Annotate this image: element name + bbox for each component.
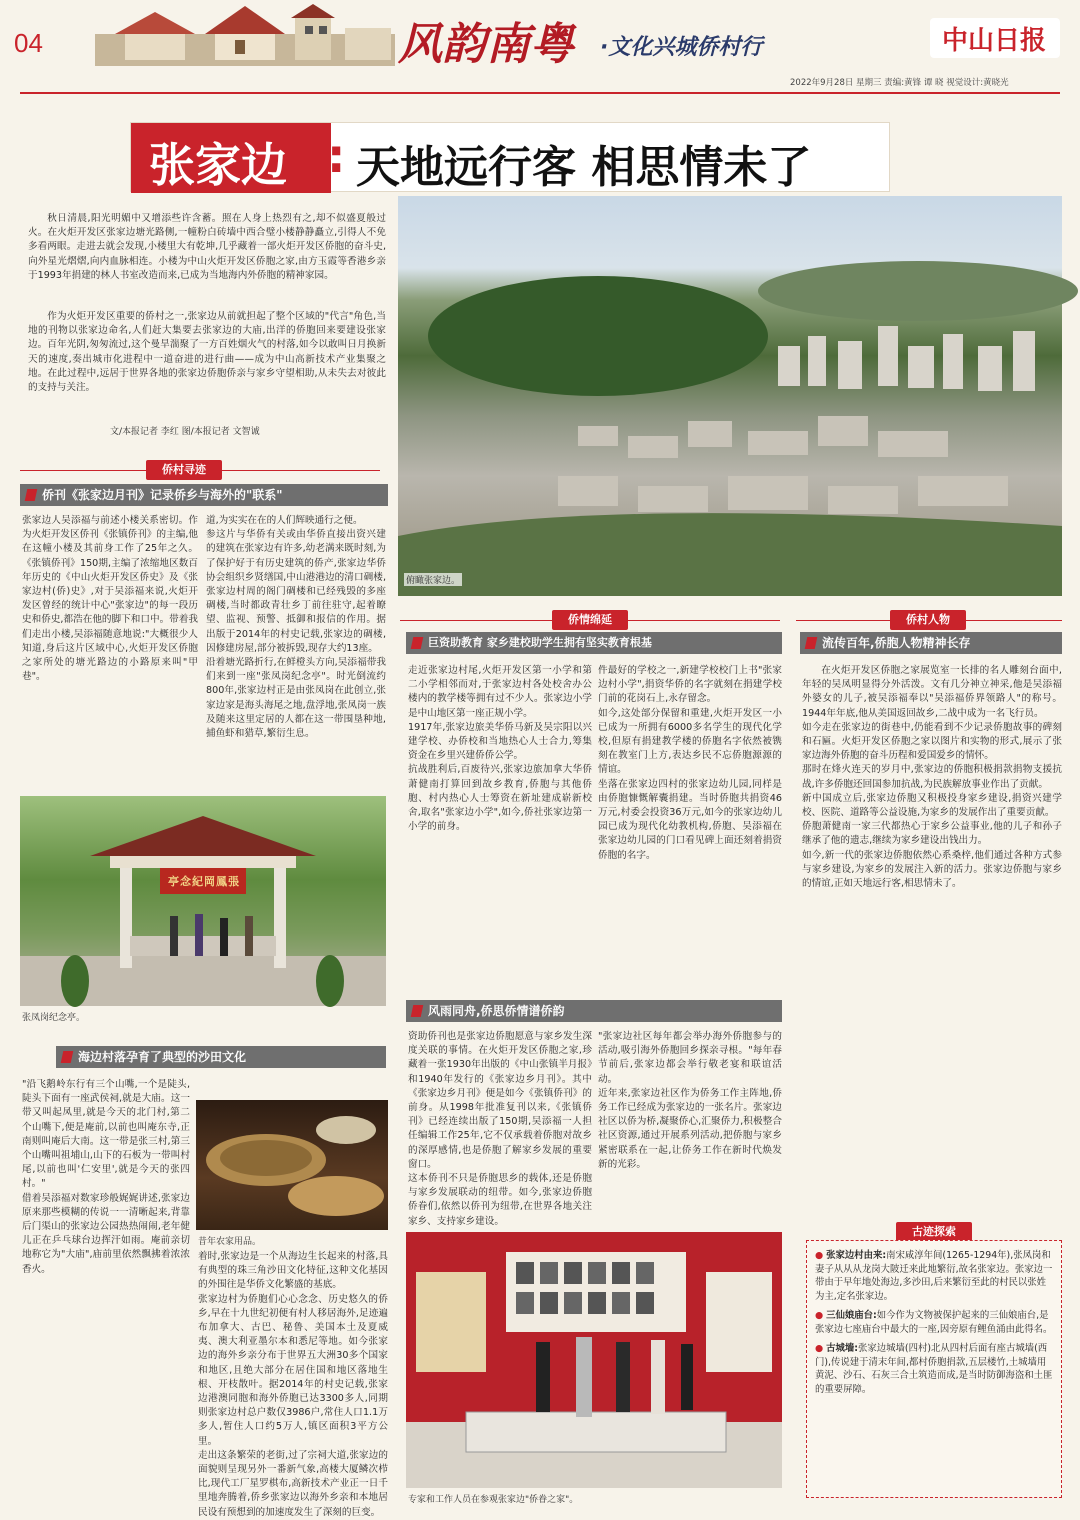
left-bottom-column-1: "沿飞鹅岭东行有三个山嘴,一个是陡头,陡头下面有一座武侯祠,就是大庙。这一带又叫起凤里,就是今天的北门村,第二个山嘴下,便是庵前,以前也叫庵东寺,正南则叫庵后大南。这一带是张三村,第三个山嘴叫祖埔山,山下的石板为一带叫村尾,以前也叫'仁安里',就是今天的张四村。" 借着吴添福对数家珍般娓娓讲述,张家边原来那些模糊的传说一一清晰起来,背靠后门渠山的张家边公园热热闹闹,老年健儿正在乒乓球台边挥汗如雨。庵前亲切地称它为"大庙",庙前里依然飘拂着浓浓香火。 [22, 1079, 190, 1275]
mid-column-1: 走近张家边村尾,火炬开发区第一小学和第二小学相邻而对,于张家边村各处校舍办公楼内的教学楼等拥有过不少人。张家边小学是中山地区第一座正规小学。 1917年,张家边旅美华侨马新及吴宗阳以兴建学校、办侨校和当地热心人士合力,筹集资金在乡里兴建侨侨公学。 抗战胜利后,百废待兴,张家边旅加拿大华侨萧健南打算回到故乡教育,侨胞与其他侨胞、村内热心人士筹资在新址建成崭新校舍,取名"张家边小学",如今,侨社张家边第一小学的前身。 [408, 665, 592, 833]
mid-bottom-column-1: 资助侨刊也是张家边侨胞愿意与家乡发生深度关联的事情。在火炬开发区侨胞之家,珍藏着一张1930年出版的《中山张镇半月报》和1940年发行的《张家边乡月刊》。其中《张家边乡月刊》便是如今《张镇侨刊》的前身。从1998年批准复刊以来,《张镇侨刊》已经连续出版了150期,吴添福一人担任编辑工作25年,它不仅承载着侨胞对故乡的深厚感情,也是侨胞了解家乡发展的重要窗口。 这本侨刊不只是侨胞思乡的载体,还是侨胞与家乡发展联动的纽带。如今,张家边侨胞侨眷们,依然以侨刊为纽带,在世界各地关注家乡、支持家乡建设。 [408, 1031, 592, 1227]
heritage-bullet-icon: ● [815, 1310, 824, 1321]
museum-photo [406, 1232, 782, 1488]
heritage-item-title: 古城墙: [826, 1343, 859, 1354]
farm-tools-caption: 昔年农家用品。 [198, 1237, 262, 1247]
header-rule [20, 92, 1060, 94]
heritage-bullet-icon: ● [815, 1250, 824, 1261]
farm-tools-photo [196, 1100, 388, 1230]
byline: 文/本报记者 李红 图/本报记者 文智诚 [110, 427, 260, 437]
headline-place: 张家边 [149, 138, 287, 192]
mid-subheading-2: 风雨同舟,侨思侨情谱侨韵 [406, 1000, 782, 1022]
header [0, 0, 1080, 95]
left-bottom-column-2: 着时,张家边是一个从海边生长起来的村落,具有典型的珠三角沙田文化特征,这种文化基因的外围往是华侨文化繁盛的基底。 张家边村为侨胞们心心念念、历史悠久的侨乡,早在十九世纪初便有村人移居海外,足迹遍布加拿大、古巴、秘鲁、美国本土及夏威夷、澳大利亚墨尔本和悉尼等地。如今张家边的海外乡亲分布于世界五大洲30多个国家和地区,且绝大部分在居住国和地区落地生根、开枝散叶。据2014年的村史记载,张家边港澳同胞和海外侨胞已达3300多人,同期则张家边村总户数仅3986户,常住人口1.1万多人,暂住人口约5万人,镇区面积3平方公里。 走出这条繁荣的老街,过了宗祠大道,张家边的面貌则呈现另外一番新气象,高楼大厦鳞次栉比,现代工厂星罗棋布,高新技术产业正一日千里地奔腾着,侨乡张家边以海外乡亲和本地居民设有预想到的加速度发生了深刻的巨变。 [198, 1251, 388, 1518]
left-subheading-1: 侨刊《张家边月刊》记录侨乡与海外的"联系" [20, 484, 388, 506]
heritage-item [815, 1309, 1053, 1336]
left-column-1: 张家边人吴添福与前述小楼关系密切。作为火炬开发区侨刊《张镇侨刊》的主编,他在这幢小楼及其前身工作了25年之久。《张镇侨刊》150期,主编了浓缩地区数百年历史的《中山火炬开发区侨史》及《张家边村(侨)史》,对于吴添福来说,火炬开发区曾经的统计中心"张家边"的每一段历史和侨史,都浩在他的脚下和口中。带着我们走出小楼,吴添福随意地说:"大概很少人知道,身后这片区域中心,火炬开发区侨胞之家所处的塘光路边的小路原来叫"甲巷"。 [22, 515, 198, 683]
mid-bottom-column-2: "张家边社区每年都会举办海外侨胞参与的活动,吸引海外侨胞回乡探亲寻根。"每年春节前后,张家边都会举行敬老宴和联谊活动。 近年来,张家边社区作为侨务工作主阵地,侨务工作已经成为张家边的一张名片。张家边社区以侨为桥,凝聚侨心,汇聚侨力,积极整合社区资源,通过开展系列活动,把侨胞与家乡紧密联系在一起,让侨务工作在新时代焕发新的光彩。 [598, 1031, 782, 1170]
page-number: 04 [14, 28, 43, 58]
newspaper-logo: 中山日报 [942, 26, 1047, 56]
left-section-label: 侨村寻迹 [146, 460, 222, 480]
banner-subtitle: ·文化兴城侨村行 [600, 35, 763, 60]
heritage-item [815, 1249, 1053, 1303]
heritage-bullet-icon: ● [815, 1343, 824, 1354]
right-section-label: 侨村人物 [890, 610, 966, 630]
mid-column-2: 件最好的学校之一,新建学校校门上书"张家边村小学",捐资华侨的名字就刻在捐建学校门前的花岗石上,永存留念。 如今,这处部分保留和重建,火炬开发区一小已成为一所拥有6000多名学生的现代化学校,但原有捐建教学楼的侨胞名字依然被镌刻在教室门上方,表达乡民不忘侨胞源源的情谊。 坐落在张家边四村的张家边幼儿园,同样是由侨胞慷慨解囊捐建。当时侨胞共捐资46万元,村委会投资36万元,如今的张家边幼儿园已成为现代化幼教机构,侨胞、吴添福在张家边幼儿园的门口看见碑上面还刻着捐资侨胞的名字。 [598, 665, 782, 861]
left-subheading-2: 海边村落孕育了典型的沙田文化 [56, 1046, 386, 1068]
aerial-caption: 俯瞰张家边。 [404, 573, 462, 586]
intro-paragraph-1: 秋日清晨,阳光明媚中又增添些许含蓄。照在人身上热烈有之,却不似盛夏般过火。在火炬开发区张家边塘光路侧,一幢粉白砖墙中西合璧小楼静静矗立,引得人不免多看两眼。走进去就会发现,小楼里大有乾坤,几乎藏着一部火炬开发区侨胞的奋斗史,向外星光熠熠,向内血脉相连。小楼为中山火炬开发区侨胞之家,由方玉霞等香港乡亲于1993年捐建的林人书室改造而来,已成为当地海内外侨胞的精神家园。 [28, 213, 386, 281]
mid-section-label: 侨情绵延 [552, 610, 628, 630]
right-section-label-2: 古迹探索 [896, 1222, 972, 1242]
heritage-item-text: 张家边城墙(四村)北从四村后面有座古城墙(西门),传说建于清末年间,都村侨胞捐款,五层楼竹,土城墙用黄泥、沙石、石灰三合土筑造而成,是当时防御海盗和土匪的重要屏障。 [815, 1343, 1053, 1395]
headline-banner [130, 122, 890, 192]
heritage-item [815, 1342, 1053, 1396]
intro-paragraph-2: 作为火炬开发区重要的侨村之一,张家边从前就担起了整个区域的"代言"角色,当地的刊物以张家边命名,人们赶大集要去张家边的大庙,出洋的侨胞回来要建设张家边。百年光阴,匆匆流过,这个曼旱湍聚了一方百姓烟火气的村落,如今以敢叫日月换新天的速度,奏出城市化进程中一道奋进的进行曲——成为中山高新技术产业集聚之地。在此过程中,远居于世界各地的张家边侨胞侨亲与家乡守望相助,从未失去对彼此的支持与关注。 [28, 311, 386, 394]
museum-caption: 专家和工作人员在参观张家边"侨眷之家"。 [408, 1495, 579, 1505]
heritage-item-title: 张家边村由来: [826, 1250, 887, 1261]
mid-subheading-1: 巨资助教育 家乡建校助学生拥有坚实教育根基 [406, 632, 782, 654]
left-column-2: 道,为实实在在的人们辉映通行之便。 参这片与华侨有关或由华侨直接出资兴建的建筑在张家边有许多,幼老满来既时刻,为了保护好于有历史建筑的侨产,张家边华侨协会组织乡贤缮国,中山港港边的清口碉楼,张家边村周的阁门碉楼和已经残毁的多座碉楼,当时都政青壮乡丁前往驻守,起着瞭望、监视、预警、抵御和报信的作用。据出版于2014年的村史记载,张家边的碉楼,因修建房屋,部分被拆毁,现存大约13座。 沿着塘光路折行,在鲜橙头方向,吴添福带我们来到一座"张凤岗纪念亭"。时光倒流约800年,张家边村正是由张凤岗在此创立,张家边家是海头海尾之地,盘浮地,张凤岗一族及随来这里定居的人都在这一带围垦种地,捕鱼虾和猎草,繁衍生息。 [206, 515, 386, 740]
header-building-illustration [95, 4, 395, 66]
right-subheading-1: 流传百年,侨胞人物精神长存 [800, 632, 1062, 654]
right-column-text: 在火炬开发区侨胞之家展览室一长排的名人雕刻台面中,年轻的吴凤明显得分外活泼。文有几分神立神采,他是吴添福外婆女的儿子,被吴添福奉以"吴添福侨界领路人"的称号。1944年年底,他从美国返回故乡,二战中成为一名飞行员。 如今走在张家边的街巷中,仍能看到不少记录侨胞故事的碑刻和石匾。火炬开发区侨胞之家以图片和实物的形式,展示了张家边海外侨胞的奋斗历程和爱国爱乡的情怀。 那时在烽火连天的岁月中,张家边的侨胞积极捐款捐物支援抗战,许多侨胞还回国参加抗战,为民族解放事业作出了贡献。 新中国成立后,张家边侨胞又积极投身家乡建设,捐资兴建学校、医院、道路等公益设施,为家乡的发展作出了重要贡献。 侨胞萧健南一家三代都热心于家乡公益事业,他的儿子和孙子继承了他的遗志,继续为家乡建设出钱出力。 如今,新一代的张家边侨胞依然心系桑梓,他们通过各种方式参与家乡建设,为家乡的发展注入新的活力。张家边侨胞与家乡的情谊,正如天地远行客,相思情未了。 [802, 665, 1062, 890]
banner-title: 风韵南粤 [398, 19, 574, 70]
pavilion-photo [20, 796, 386, 1006]
headline-title: 天地远行客 相思情未了 [356, 142, 812, 193]
dateline: 2022年9月28日 星期三 责编:黄锋 谭 晓 视觉设计:黄晓光 [790, 78, 1009, 88]
pavilion-plaque: 亭念紀岡鳳張 [168, 875, 240, 888]
heritage-item-text: 如今作为文物被保护起来的三仙娘庙台,是张家边七座庙台中最大的一座,因旁原有鲤鱼涌由此得名。 [815, 1310, 1053, 1335]
heritage-box [806, 1240, 1062, 1498]
aerial-photo [398, 196, 1062, 596]
headline-colon: : [327, 129, 346, 183]
pavilion-caption: 张凤岗纪念亭。 [22, 1013, 86, 1023]
heritage-item-title: 三仙娘庙台: [826, 1310, 877, 1321]
heritage-item-text: 南宋咸淳年间(1265-1294年),张凤岗和妻子从从从龙岗大陂迁来此地繁衍,故名张家边。张家边一带由于早年地处海边,多沙田,后来繁衍至此的村民以张姓为主,定名张家边。 [815, 1250, 1053, 1302]
